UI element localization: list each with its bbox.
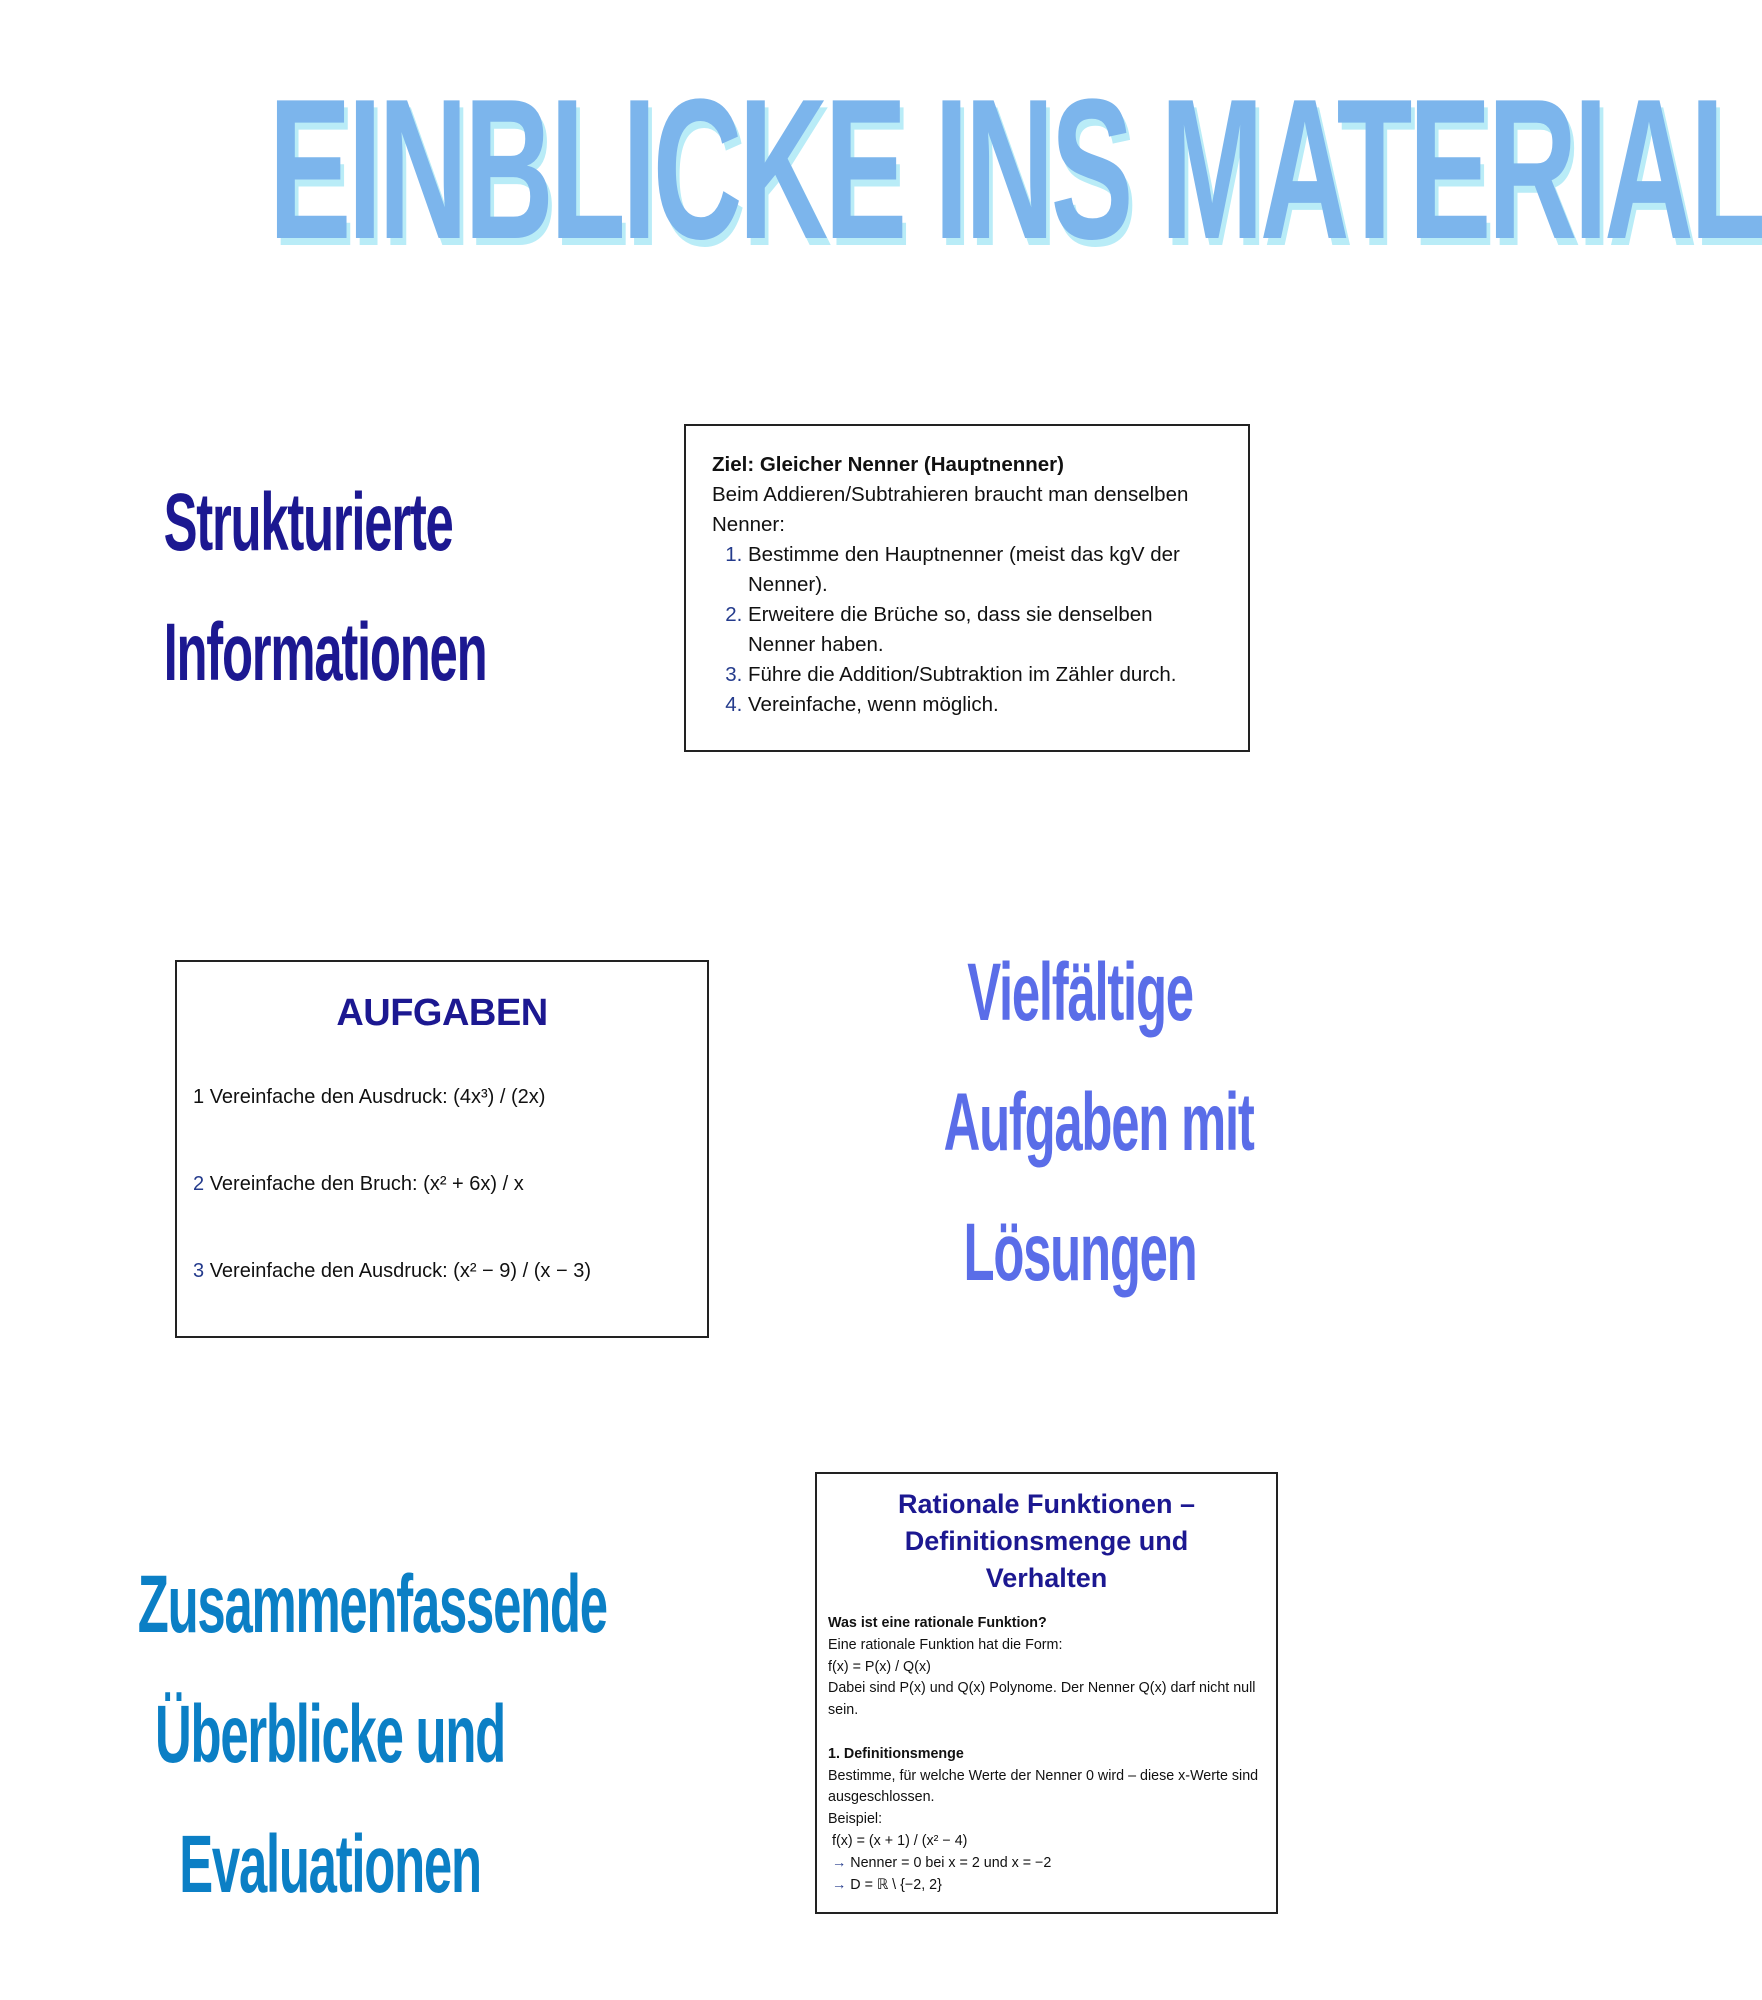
task-number: 2 bbox=[193, 1173, 205, 1195]
feature-varied-tasks bbox=[943, 928, 1254, 1318]
feature-line: Vielfältige bbox=[967, 947, 1193, 1038]
body-line: Dabei sind P(x) und Q(x) Polynome. Der Nenner Q(x) darf nicht null sein. bbox=[828, 1680, 1256, 1719]
task-item bbox=[193, 1259, 691, 1283]
task-item bbox=[193, 1085, 691, 1109]
card-heading: Ziel: Gleicher Nenner (Hauptnenner) bbox=[712, 453, 1064, 476]
feature-line: Überblicke und bbox=[155, 1689, 505, 1780]
feature-structured-info bbox=[163, 458, 487, 718]
feature-line: Zusammenfassende bbox=[137, 1559, 607, 1650]
body-line bbox=[828, 1875, 1265, 1897]
arrow-icon: → bbox=[831, 1876, 847, 1893]
feature-line: Evaluationen bbox=[179, 1819, 481, 1910]
title-line: Definitionsmenge und bbox=[904, 1526, 1189, 1556]
feature-line: Informationen bbox=[163, 607, 487, 698]
result-text: Nenner = 0 bei x = 2 und x = −2 bbox=[850, 1854, 1052, 1871]
feature-line: Aufgaben mit bbox=[943, 1077, 1254, 1168]
body-line: Beispiel: bbox=[828, 1811, 883, 1828]
card-title bbox=[828, 1486, 1265, 1597]
task-text: Vereinfache den Ausdruck: (4x³) / (2x) bbox=[209, 1086, 546, 1108]
feature-line: Strukturierte bbox=[163, 477, 453, 568]
body-line bbox=[828, 1853, 1265, 1875]
list-item: 4. Vereinfache, wenn möglich. bbox=[748, 690, 1222, 720]
task-text: Vereinfache den Bruch: (x² + 6x) / x bbox=[209, 1173, 524, 1195]
card-intro: Beim Addieren/Subtrahieren braucht man denselben Nenner: bbox=[712, 483, 1189, 536]
steps-list bbox=[712, 540, 1222, 720]
list-item: 3. Führe die Addition/Subtraktion im Zähler durch. bbox=[748, 660, 1222, 690]
task-number: 3 bbox=[193, 1260, 205, 1282]
info-card-common-denominator bbox=[684, 424, 1250, 752]
body-line bbox=[828, 1831, 1265, 1853]
body-line: Bestimme, für welche Werte der Nenner 0 wird – diese x-Werte sind ausgeschlossen. bbox=[828, 1767, 1259, 1806]
formula: f(x) = (x + 1) / (x² − 4) bbox=[831, 1832, 968, 1849]
rational-functions-card bbox=[815, 1472, 1278, 1914]
list-item: 1. Bestimme den Hauptnenner (meist das kgV der Nenner). bbox=[748, 540, 1222, 600]
spacer bbox=[828, 1722, 1265, 1744]
list-item: 2. Erweitere die Brüche so, dass sie denselben Nenner haben. bbox=[748, 600, 1222, 660]
task-item bbox=[193, 1172, 691, 1196]
result-text: D = ℝ \ {−2, 2} bbox=[850, 1876, 942, 1893]
title-line: Verhalten bbox=[985, 1563, 1108, 1593]
card-body bbox=[828, 1613, 1265, 1896]
body-line: Eine rationale Funktion hat die Form: bbox=[828, 1636, 1063, 1653]
section-heading: 1. Definitionsmenge bbox=[828, 1745, 964, 1762]
feature-line: Lösungen bbox=[963, 1207, 1197, 1298]
section-heading: Was ist eine rationale Funktion? bbox=[828, 1615, 1047, 1631]
page-headline: EINBLICKE INS MATERIAL bbox=[268, 58, 1762, 281]
body-line: f(x) = P(x) / Q(x) bbox=[828, 1658, 931, 1675]
arrow-icon: → bbox=[831, 1854, 847, 1871]
task-number: 1 bbox=[193, 1086, 205, 1108]
task-text: Vereinfache den Ausdruck: (x² − 9) / (x − 3) bbox=[209, 1260, 591, 1282]
feature-summaries bbox=[137, 1540, 607, 1930]
tasks-card bbox=[175, 960, 709, 1338]
tasks-title: AUFGABEN bbox=[336, 992, 548, 1034]
title-line: Rationale Funktionen – bbox=[897, 1489, 1196, 1519]
